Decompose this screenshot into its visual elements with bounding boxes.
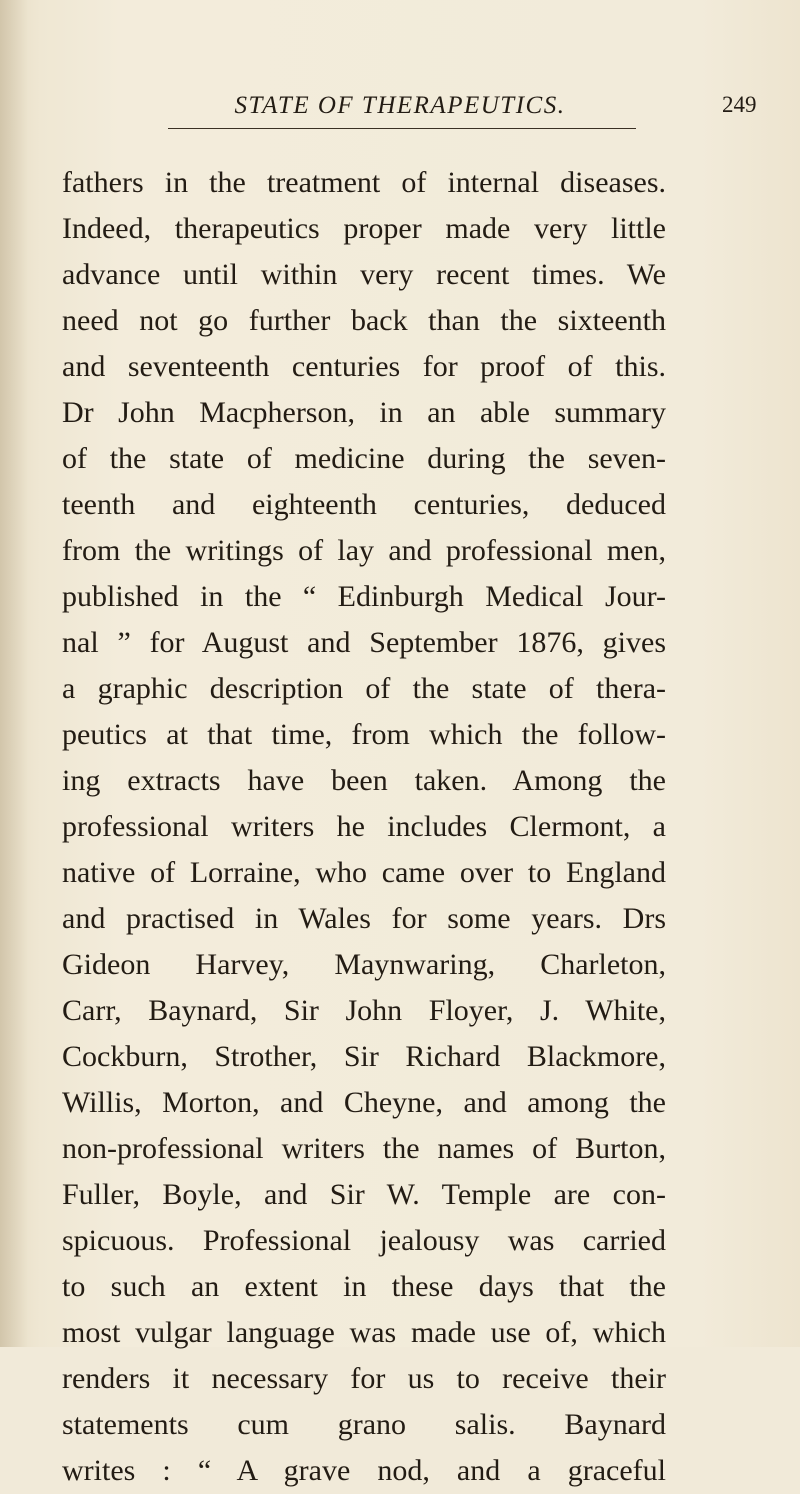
text-line: peutics at that time, from which the follow-: [62, 718, 666, 751]
running-head: STATE OF THERAPEUTICS.: [234, 92, 566, 119]
text-line: spicuous. Professional jealousy was carried: [62, 1224, 666, 1257]
text-line: ing extracts have been taken. Among the: [62, 764, 666, 797]
text-line: writes : “ A grave nod, and a graceful: [62, 1454, 666, 1487]
text-line: renders it necessary for us to receive their: [62, 1362, 666, 1395]
text-line: Willis, Morton, and Cheyne, and among the: [62, 1086, 666, 1119]
header-rule: [168, 128, 636, 129]
text-line: need not go further back than the sixteenth: [62, 304, 666, 337]
text-line: Cockburn, Strother, Sir Richard Blackmore,: [62, 1040, 666, 1073]
text-line: Gideon Harvey, Maynwaring, Charleton,: [62, 948, 666, 981]
text-line: Carr, Baynard, Sir John Floyer, J. White,: [62, 994, 666, 1027]
text-line: Indeed, therapeutics proper made very little: [62, 212, 666, 245]
text-line: Fuller, Boyle, and Sir W. Temple are con-: [62, 1178, 666, 1211]
text-line: a graphic description of the state of thera-: [62, 672, 666, 705]
text-line: advance until within very recent times. We: [62, 258, 666, 291]
body-text: [62, 160, 666, 1494]
text-line: non-professional writers the names of Burton,: [62, 1132, 666, 1165]
text-line: published in the “ Edinburgh Medical Jour-: [62, 580, 666, 613]
text-line: and practised in Wales for some years. Drs: [62, 902, 666, 935]
text-line: and seventeenth centuries for proof of this.: [62, 350, 666, 383]
text-line: most vulgar language was made use of, which: [62, 1316, 666, 1349]
page-number: 249: [722, 92, 757, 117]
text-line: native of Lorraine, who came over to England: [62, 856, 666, 889]
text-line: Dr John Macpherson, in an able summary: [62, 396, 666, 429]
text-line: professional writers he includes Clermont, a: [62, 810, 666, 843]
text-line: to such an extent in these days that the: [62, 1270, 666, 1303]
spine-shadow: [0, 0, 28, 1347]
text-line: of the state of medicine during the seven-: [62, 442, 666, 475]
text-line: teenth and eighteenth centuries, deduced: [62, 488, 666, 521]
text-line: nal ” for August and September 1876, gives: [62, 626, 666, 659]
text-line: statements cum grano salis. Baynard: [62, 1408, 666, 1441]
text-line: fathers in the treatment of internal diseases.: [62, 166, 666, 199]
text-line: from the writings of lay and professional men,: [62, 534, 666, 567]
